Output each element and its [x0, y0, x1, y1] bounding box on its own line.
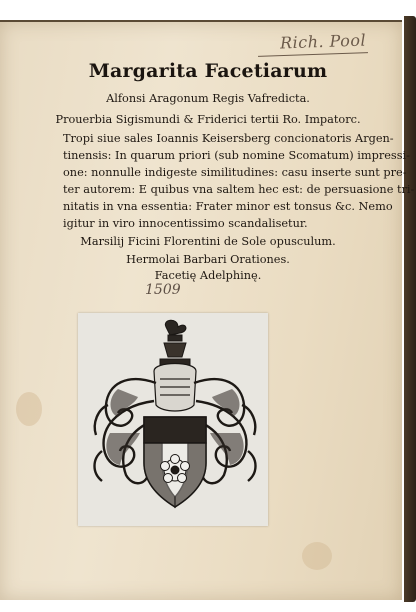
text-line: Prouerbia Sigismundi & Friderici tertii Ro. Impatorc. — [55, 113, 361, 126]
foxing-stain — [302, 542, 332, 570]
foxing-stain — [16, 392, 42, 426]
coat-of-arms-engraving — [78, 313, 268, 526]
handwritten-year: 1509 — [145, 282, 181, 298]
text-line: Alfonsi Aragonum Regis Vafredicta. — [106, 92, 310, 105]
text-line: Facetię Adelphinę. — [154, 269, 262, 282]
text-line: ter autorem: E quibus vna saltem hec est: de persuasione tri- — [63, 183, 415, 196]
helmet — [154, 364, 196, 412]
text-line: Hermolai Barbari Orationes. — [126, 253, 290, 266]
text-line: Marsilij Ficini Florentini de Sole opusculum. — [80, 235, 336, 248]
bookplate — [78, 313, 268, 526]
text-line: nitatis in vna essentia: Frater minor est tonsus &c. Nemo — [63, 200, 393, 213]
crest-ornament — [160, 320, 190, 369]
text-line: igitur in viro innocentissimo scandalisetur. — [63, 217, 308, 230]
book-title: Margarita Facetiarum — [88, 60, 328, 82]
text-line: tinensis: In quarum priori (sub nomine Scomatum) impressi- — [63, 149, 410, 162]
text-line: one: nonnulle indigeste similitudines: casu inserte sunt pre- — [63, 166, 407, 179]
text-line: Tropi siue sales Ioannis Keisersberg concionatoris Argen- — [63, 132, 394, 145]
handwritten-signature: Rich. Pool — [279, 30, 367, 53]
